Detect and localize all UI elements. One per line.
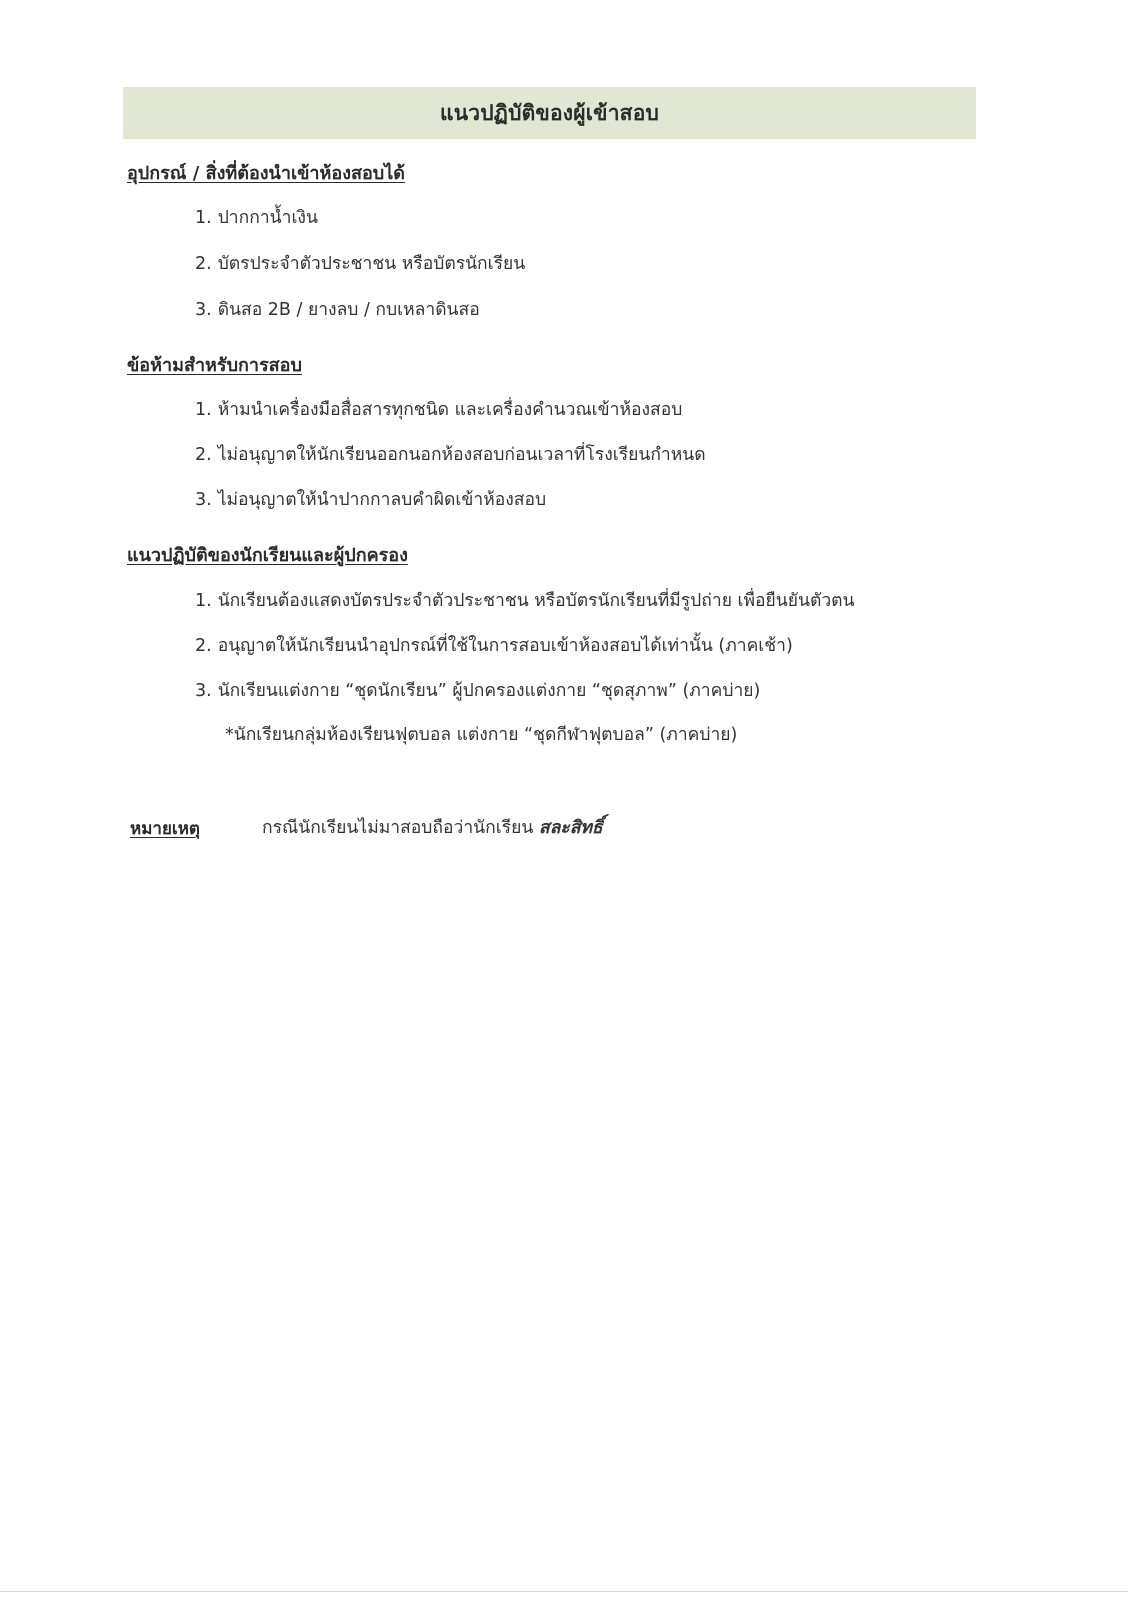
item-text: ไม่อนุญาตให้นักเรียนออกนอกห้องสอบก่อนเวลาที่โรงเรียนกำหนด [217, 445, 706, 465]
item-text: บัตรประจำตัวประชาชน หรือบัตรนักเรียน [217, 254, 526, 274]
remark-text [262, 813, 603, 841]
list-item [195, 295, 480, 323]
list-item [195, 676, 760, 704]
item-number: 3. [195, 300, 212, 320]
scan-edge-line [0, 1591, 1128, 1592]
list-item [195, 203, 318, 231]
section-heading-guidelines: แนวปฏิบัติของนักเรียนและผู้ปกครอง [127, 545, 408, 566]
list-item [195, 395, 682, 423]
item-text: อนุญาตให้นักเรียนนำอุปกรณ์ที่ใช้ในการสอบเข้าห้องสอบได้เท่านั้น (ภาคเช้า) [217, 636, 793, 656]
item-number: 1. [195, 208, 212, 228]
remark-label: หมายเหตุ [130, 819, 200, 839]
remark-body: กรณีนักเรียนไม่มาสอบถือว่านักเรียน [262, 818, 534, 838]
football-note: *นักเรียนกลุ่มห้องเรียนฟุตบอล แต่งกาย “ชุดกีฬาฟุตบอล” (ภาคบ่าย) [225, 725, 738, 745]
page-title: แนวปฏิบัติของผู้เข้าสอบ [439, 100, 660, 125]
title-banner [123, 87, 976, 139]
list-item [195, 249, 525, 277]
item-number: 2. [195, 254, 212, 274]
item-number: 1. [195, 591, 212, 611]
item-number: 2. [195, 445, 212, 465]
item-text: นักเรียนแต่งกาย “ชุดนักเรียน” ผู้ปกครองแต่งกาย “ชุดสุภาพ” (ภาคบ่าย) [217, 681, 761, 701]
item-text: ห้ามนำเครื่องมือสื่อสารทุกชนิด และเครื่องคำนวณเข้าห้องสอบ [217, 400, 683, 420]
item-text: ดินสอ 2B / ยางลบ / กบเหลาดินสอ [217, 300, 480, 320]
item-number: 1. [195, 400, 212, 420]
list-item [195, 485, 546, 513]
item-number: 3. [195, 681, 212, 701]
list-item [195, 440, 706, 468]
item-number: 2. [195, 636, 212, 656]
section-heading-prohibitions: ข้อห้ามสำหรับการสอบ [127, 355, 302, 376]
list-item [195, 631, 793, 659]
item-text: นักเรียนต้องแสดงบัตรประจำตัวประชาชน หรือบัตรนักเรียนที่มีรูปถ่าย เพื่อยืนยันตัวตน [217, 591, 855, 611]
item-number: 3. [195, 490, 212, 510]
remark-emphasis: สละสิทธิ์ [538, 818, 603, 838]
section-heading-equipment: อุปกรณ์ / สิ่งที่ต้องนำเข้าห้องสอบได้ [127, 163, 405, 184]
list-item [195, 586, 855, 614]
item-text: ไม่อนุญาตให้นำปากกาลบคำผิดเข้าห้องสอบ [217, 490, 547, 510]
item-text: ปากกาน้ำเงิน [217, 208, 318, 228]
